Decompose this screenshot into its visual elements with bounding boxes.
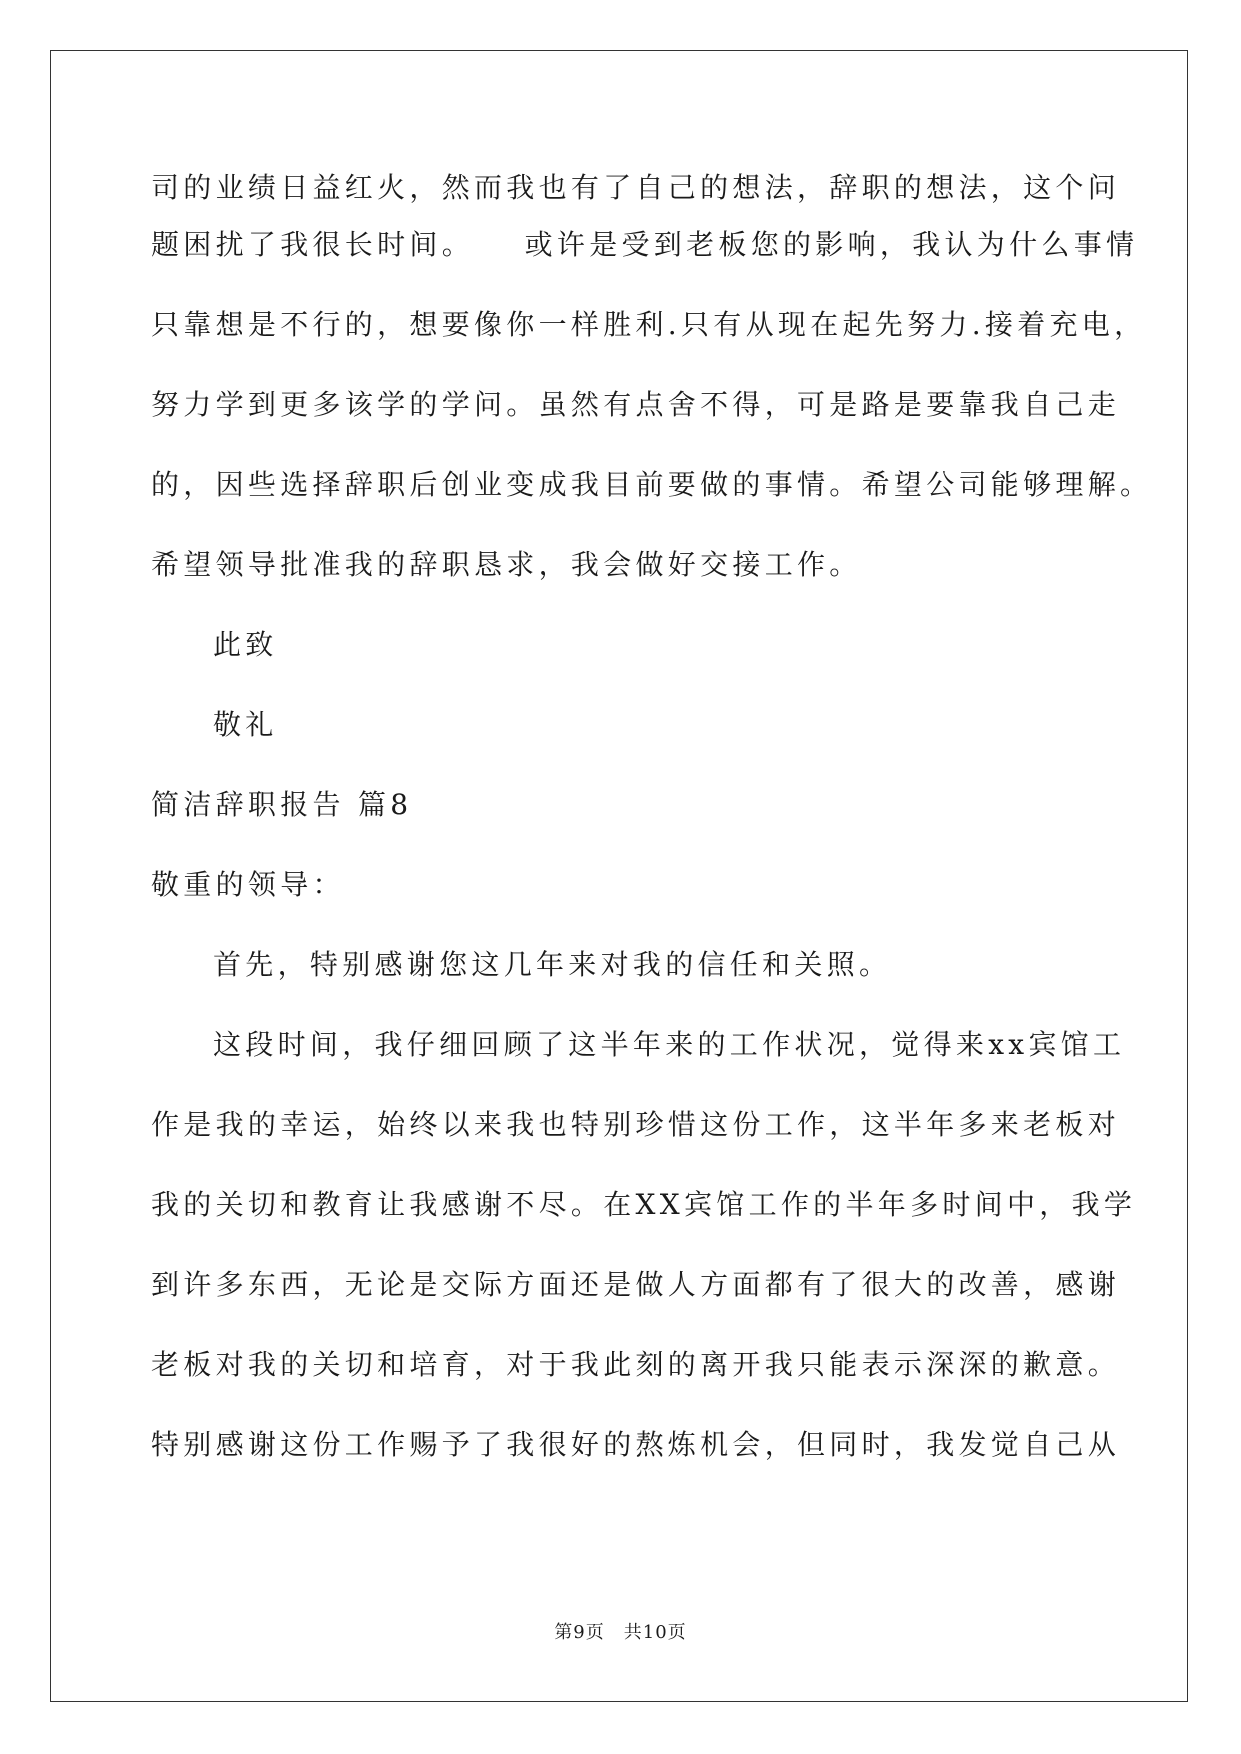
body-line: 希望领导批准我的辞职恳求，我会做好交接工作。 xyxy=(151,548,862,581)
body-line: 的，因些选择辞职后创业变成我目前要做的事情。希望公司能够理解。 xyxy=(151,468,1153,501)
body-line: 这段时间，我仔细回顾了这半年来的工作状况，觉得来xx宾馆工 xyxy=(213,1028,1126,1061)
section-title: 简洁辞职报告 篇8 xyxy=(151,788,413,821)
body-line: 到许多东西，无论是交际方面还是做人方面都有了很大的改善，感谢 xyxy=(151,1268,1121,1301)
body-line: 只靠想是不行的，想要像你一样胜利.只有从现在起先努力.接着充电， xyxy=(151,308,1147,341)
greeting: 敬重的领导： xyxy=(151,868,345,901)
body-line: 我的关切和教育让我感谢不尽。在XX宾馆工作的半年多时间中，我学 xyxy=(151,1188,1137,1221)
body-line: 司的业绩日益红火，然而我也有了自己的想法，辞职的想法，这个问 xyxy=(151,171,1121,204)
closing-salutation: 此致 xyxy=(213,628,278,661)
page-number: 第9页 共10页 xyxy=(554,1622,687,1643)
body-line: 老板对我的关切和培育，对于我此刻的离开我只能表示深深的歉意。 xyxy=(151,1348,1121,1381)
body-line: 题困扰了我很长时间。 或许是受到老板您的影响，我认为什么事情 xyxy=(151,228,1139,261)
body-line: 首先，特别感谢您这几年来对我的信任和关照。 xyxy=(213,948,892,981)
body-line: 特别感谢这份工作赐予了我很好的熬炼机会，但同时，我发觉自己从 xyxy=(151,1428,1121,1461)
body-line: 作是我的幸运，始终以来我也特别珍惜这份工作，这半年多来老板对 xyxy=(151,1108,1121,1141)
closing-regards: 敬礼 xyxy=(213,708,278,741)
body-line: 努力学到更多该学的学问。虽然有点舍不得，可是路是要靠我自己走 xyxy=(151,388,1121,421)
